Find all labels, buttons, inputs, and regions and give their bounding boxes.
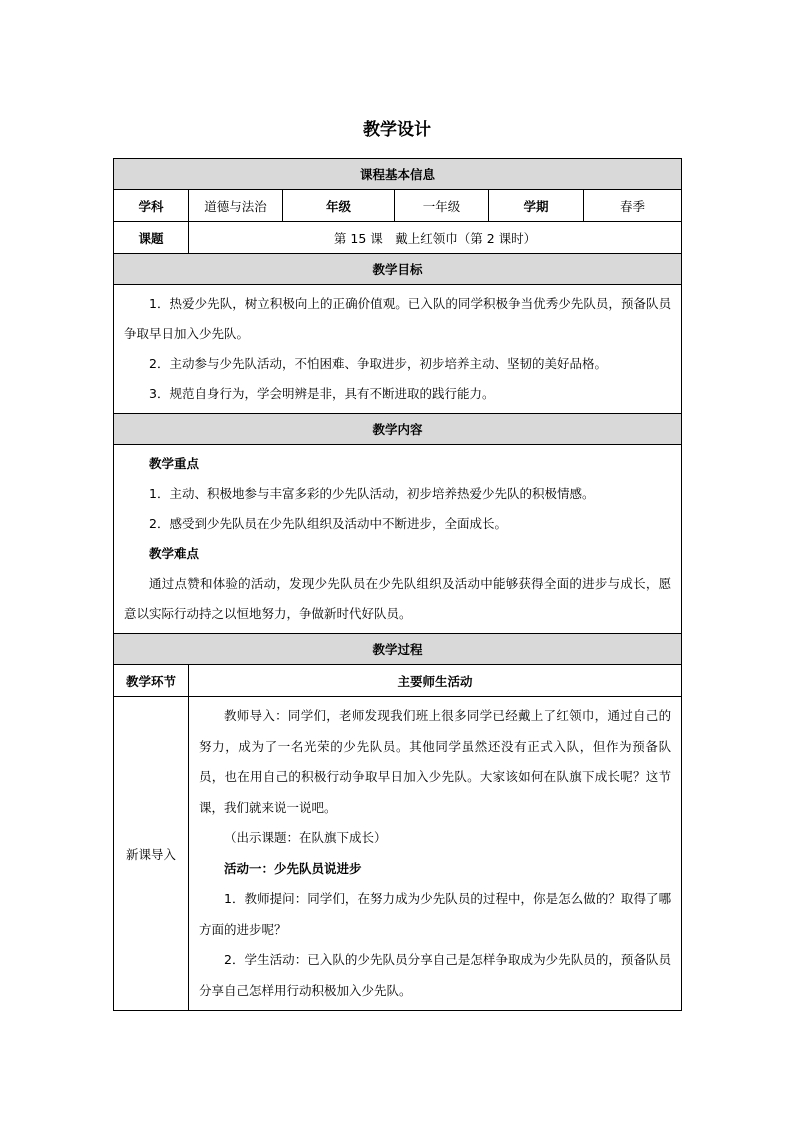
subject-label: 学科: [114, 190, 189, 222]
term-label: 学期: [489, 190, 584, 222]
objectives-section: [114, 285, 682, 414]
activity-column-header: 主要师生活动: [189, 665, 682, 697]
stage-column-header: 教学环节: [114, 665, 189, 697]
grade-label: 年级: [283, 190, 395, 222]
activity-paragraph: 2．学生活动：已入队的少先队员分享自己是怎样争取成为少先队员的，预备队员分享自己怎样用行动积极加入少先队。: [199, 952, 672, 998]
difficulty-text: 通过点赞和体验的活动，发现少先队员在少先队组织及活动中能够获得全面的进步与成长，愿意以实际行动持之以恒地努力，争做新时代好队员。: [124, 576, 672, 621]
objective-item: 2．主动参与少先队活动，不怕困难、争取进步，初步培养主动、坚韧的美好品格。: [149, 356, 607, 371]
objectives-header: 教学目标: [114, 254, 682, 285]
content-header: 教学内容: [114, 414, 682, 445]
process-header: 教学过程: [114, 634, 682, 665]
subject-value: 道德与法治: [189, 190, 283, 222]
grade-value: 一年级: [395, 190, 489, 222]
activity-cell: [189, 697, 682, 1011]
term-value: 春季: [584, 190, 682, 222]
document-title: 教学设计: [363, 120, 431, 140]
topic-label: 课题: [114, 222, 189, 254]
stage-name: 新课导入: [114, 697, 189, 1011]
lesson-plan-table: [113, 158, 682, 1011]
topic-value: 第 15 课 戴上红领巾（第 2 课时）: [189, 222, 682, 254]
activity-paragraph: 1．教师提问：同学们，在努力成为少先队员的过程中，你是怎么做的？取得了哪方面的进步呢？: [199, 891, 672, 937]
key-points-label: 教学重点: [149, 456, 200, 471]
objective-item: 1．热爱少先队，树立积极向上的正确价值观。已入队的同学积极争当优秀少先队员，预备队员争取早日加入少先队。: [124, 296, 672, 341]
objective-item: 3．规范自身行为，学会明辨是非，具有不断进取的践行能力。: [149, 386, 495, 401]
difficulty-label: 教学难点: [149, 546, 200, 561]
key-point-item: 2．感受到少先队员在少先队组织及活动中不断进步，全面成长。: [149, 516, 507, 531]
activity-paragraph: 教师导入：同学们，老师发现我们班上很多同学已经戴上了红领巾，通过自己的努力，成为了一名光荣的少先队员。其他同学虽然还没有正式入队，但作为预备队员，也在用自己的积极行动争取早日加入少先队。大家该如何在队旗下成长呢？这节课，我们就来说一说吧。: [199, 708, 672, 815]
key-point-item: 1．主动、积极地参与丰富多彩的少先队活动，初步培养热爱少先队的积极情感。: [149, 486, 595, 501]
basic-info-header: 课程基本信息: [114, 159, 682, 190]
content-section: [114, 445, 682, 634]
activity-title: 活动一：少先队员说进步: [224, 860, 362, 876]
activity-paragraph: （出示课题：在队旗下成长）: [224, 830, 387, 845]
